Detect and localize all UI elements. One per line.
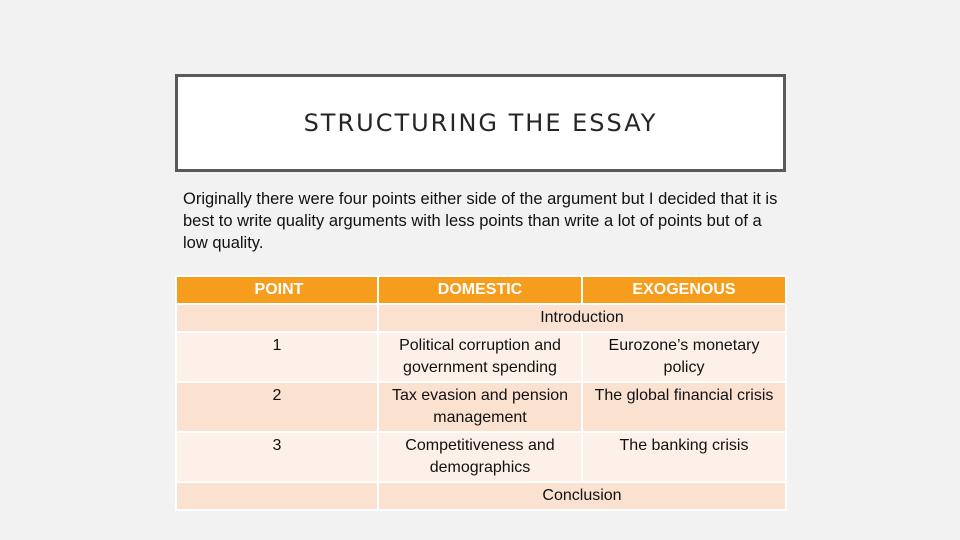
conclusion-point-cell <box>176 482 378 510</box>
exogenous-cell: The global financial crisis <box>582 382 786 432</box>
introduction-point-cell <box>176 304 378 332</box>
table-header-row <box>176 276 786 304</box>
introduction-row <box>176 304 786 332</box>
header-domestic: DOMESTIC <box>378 276 582 304</box>
exogenous-cell: Eurozone’s monetary policy <box>582 332 786 382</box>
conclusion-cell: Conclusion <box>378 482 786 510</box>
header-exogenous: EXOGENOUS <box>582 276 786 304</box>
essay-structure-table <box>175 275 787 511</box>
table-row <box>176 432 786 482</box>
exogenous-cell: The banking crisis <box>582 432 786 482</box>
table-row <box>176 332 786 382</box>
point-cell: 1 <box>176 332 378 382</box>
point-cell: 3 <box>176 432 378 482</box>
title-box <box>175 74 786 172</box>
introduction-cell: Introduction <box>378 304 786 332</box>
domestic-cell: Tax evasion and pension management <box>378 382 582 432</box>
domestic-cell: Competitiveness and demographics <box>378 432 582 482</box>
table-row <box>176 382 786 432</box>
point-cell: 2 <box>176 382 378 432</box>
intro-paragraph: Originally there were four points either side of the argument but I decided that it is best to write quality arguments with less points than write a lot of points but of a low quality. <box>183 190 778 252</box>
header-point: POINT <box>176 276 378 304</box>
slide-title: STRUCTURING THE ESSAY <box>303 109 658 137</box>
conclusion-row <box>176 482 786 510</box>
domestic-cell: Political corruption and government spending <box>378 332 582 382</box>
